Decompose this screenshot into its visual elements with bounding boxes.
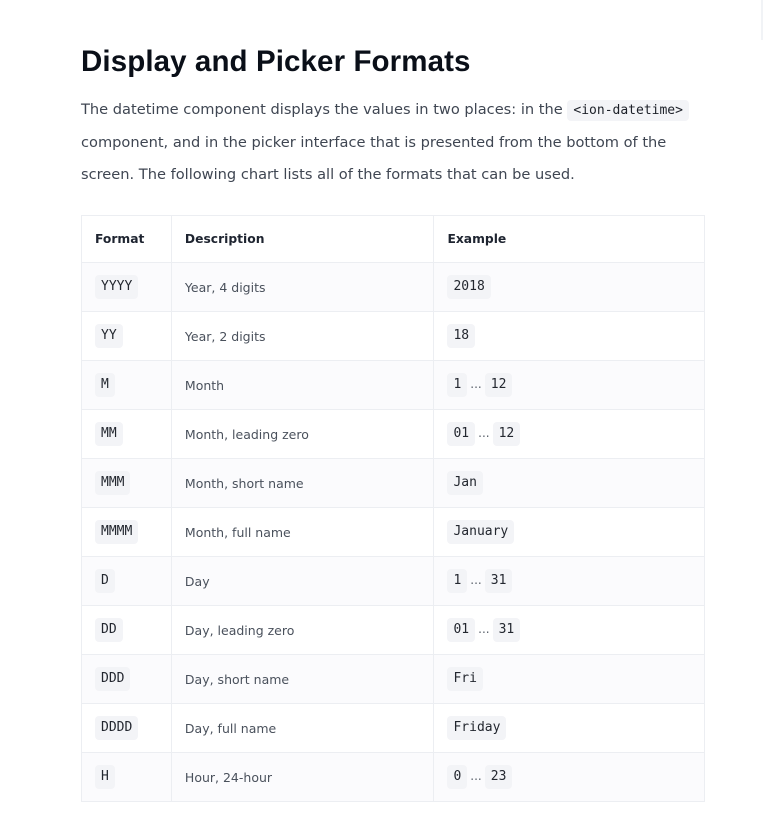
table-row <box>82 704 705 753</box>
example-code: 01 <box>447 618 475 642</box>
table-row <box>82 508 705 557</box>
example-code: 1 <box>447 373 467 397</box>
example-cell <box>434 557 705 606</box>
example-code: Jan <box>447 471 482 495</box>
example-cell <box>434 655 705 704</box>
intro-paragraph <box>81 94 711 191</box>
format-code: DD <box>95 618 123 642</box>
format-cell <box>82 410 172 459</box>
description-cell: Year, 4 digits <box>171 263 434 312</box>
formats-table <box>81 215 705 802</box>
format-code: D <box>95 569 115 593</box>
example-cell <box>434 606 705 655</box>
description-cell: Day, leading zero <box>171 606 434 655</box>
format-cell <box>82 753 172 802</box>
format-cell <box>82 263 172 312</box>
format-cell <box>82 508 172 557</box>
example-code: 12 <box>493 422 521 446</box>
format-code: YY <box>95 324 123 348</box>
example-cell <box>434 312 705 361</box>
description-cell: Day, short name <box>171 655 434 704</box>
example-cell <box>434 459 705 508</box>
description-cell: Month <box>171 361 434 410</box>
format-cell <box>82 655 172 704</box>
example-code: 23 <box>485 765 513 789</box>
example-cell <box>434 508 705 557</box>
inline-code: <ion-datetime> <box>567 100 689 121</box>
table-row <box>82 606 705 655</box>
description-cell: Day <box>171 557 434 606</box>
example-cell <box>434 704 705 753</box>
intro-text-after: component, and in the picker interface that is presented from the bottom of the screen. The following chart lists all of the formats that can be used. <box>81 134 667 183</box>
description-cell: Month, full name <box>171 508 434 557</box>
format-code: DDD <box>95 667 130 691</box>
range-ellipsis: ... <box>470 573 482 587</box>
intro-text-before: The datetime component displays the values in two places: in the <box>81 101 568 118</box>
format-code: MMM <box>95 471 130 495</box>
description-cell: Month, leading zero <box>171 410 434 459</box>
example-cell <box>434 263 705 312</box>
example-code: 1 <box>447 569 467 593</box>
example-cell <box>434 361 705 410</box>
example-cell <box>434 410 705 459</box>
example-code: 01 <box>447 422 475 446</box>
example-code: 31 <box>485 569 513 593</box>
table-row <box>82 557 705 606</box>
table-body <box>82 263 705 802</box>
format-cell <box>82 557 172 606</box>
format-cell <box>82 606 172 655</box>
description-cell: Hour, 24-hour <box>171 753 434 802</box>
format-cell <box>82 459 172 508</box>
example-code: 12 <box>485 373 513 397</box>
table-row <box>82 312 705 361</box>
example-code: January <box>447 520 514 544</box>
range-ellipsis: ... <box>470 377 482 391</box>
table-row <box>82 459 705 508</box>
example-code: Fri <box>447 667 482 691</box>
format-cell <box>82 361 172 410</box>
example-code: 0 <box>447 765 467 789</box>
range-ellipsis: ... <box>478 426 490 440</box>
range-ellipsis: ... <box>470 769 482 783</box>
format-cell <box>82 312 172 361</box>
description-cell: Month, short name <box>171 459 434 508</box>
header-example: Example <box>434 216 705 263</box>
format-code: MMMM <box>95 520 138 544</box>
example-code: 2018 <box>447 275 490 299</box>
example-code: 18 <box>447 324 475 348</box>
table-row <box>82 410 705 459</box>
table-row <box>82 655 705 704</box>
table-header-row <box>82 216 705 263</box>
page-title: Display and Picker Formats <box>81 45 471 78</box>
format-code: H <box>95 765 115 789</box>
example-cell <box>434 753 705 802</box>
description-cell: Day, full name <box>171 704 434 753</box>
format-cell <box>82 704 172 753</box>
format-code: M <box>95 373 115 397</box>
range-ellipsis: ... <box>478 622 490 636</box>
example-code: 31 <box>493 618 521 642</box>
table-row <box>82 263 705 312</box>
description-cell: Year, 2 digits <box>171 312 434 361</box>
format-code: MM <box>95 422 123 446</box>
example-code: Friday <box>447 716 506 740</box>
format-code: DDDD <box>95 716 138 740</box>
format-code: YYYY <box>95 275 138 299</box>
header-format: Format <box>82 216 172 263</box>
table-row <box>82 753 705 802</box>
header-description: Description <box>171 216 434 263</box>
table-row <box>82 361 705 410</box>
